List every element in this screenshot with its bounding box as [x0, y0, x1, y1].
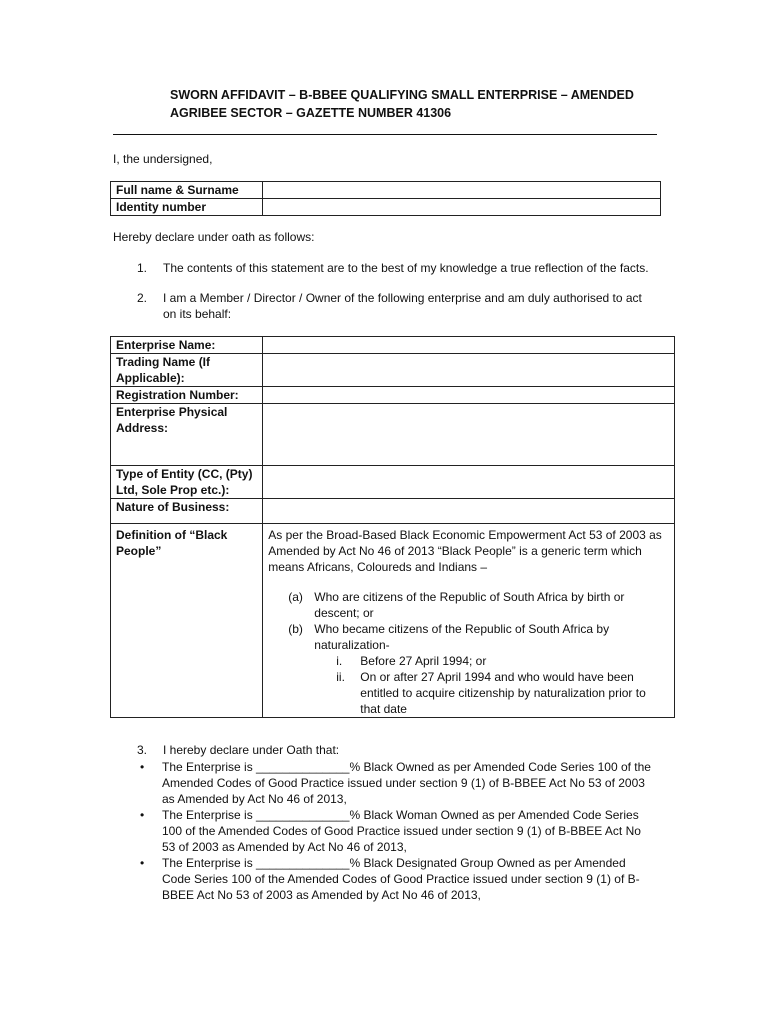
list-item — [140, 855, 655, 903]
definition-sub-list — [268, 589, 669, 653]
item-number: 3. — [137, 743, 148, 757]
physical-address-label: Enterprise Physical Address: — [111, 404, 263, 466]
definition-roman-list — [268, 653, 669, 717]
list-text: On or after 27 April 1994 and who would have been entitled to acquire citizenship by naturalization prior to that date — [360, 670, 646, 716]
table-row — [111, 466, 675, 499]
item-number: 2. — [137, 291, 148, 305]
table-row — [111, 404, 675, 466]
list-marker: (a) — [288, 590, 303, 604]
table-row — [111, 499, 675, 524]
list-marker: ii. — [336, 670, 345, 684]
bullet-icon: • — [140, 760, 145, 774]
list-text: Who became citizens of the Republic of South Africa by naturalization- — [314, 622, 610, 652]
enterprise-table — [110, 336, 675, 718]
list-item — [268, 669, 669, 717]
list-item — [268, 653, 669, 669]
list-item — [288, 621, 669, 653]
table-row — [111, 182, 661, 199]
item-text: I hereby declare under Oath that: — [163, 743, 340, 757]
table-row — [111, 199, 661, 216]
table-row — [111, 524, 675, 718]
list-item — [140, 807, 655, 855]
item-text: I am a Member / Director / Owner of the following enterprise and am duly authorised to act on its behalf: — [163, 291, 642, 321]
declare-text: Hereby declare under oath as follows: — [113, 230, 315, 244]
enterprise-name-label: Enterprise Name: — [111, 337, 263, 354]
list-marker: i. — [336, 654, 343, 668]
ownership-bullet-list — [140, 759, 655, 903]
bullet-text: The Enterprise is ______________% Black Woman Owned as per Amended Code Series 100 of the Amended Codes of Good Practice issued under section 9 (1) of B-BBEE Act No 53 of 2003 as Amended by Act No 46 of 2013, — [162, 808, 641, 854]
nature-of-business-label: Nature of Business: — [111, 499, 263, 524]
trading-name-label: Trading Name (If Applicable): — [111, 354, 263, 387]
bullet-text: The Enterprise is ______________% Black Designated Group Owned as per Amended Code Series 100 of the Amended Codes of Good Practice issued under section 9 (1) of B-BBEE Act No 53 of 2003 as Amended by Act No 46 of 2013, — [162, 856, 640, 902]
nature-of-business-field[interactable] — [263, 499, 675, 524]
intro-text: I, the undersigned, — [113, 152, 213, 166]
list-text: Who are citizens of the Republic of South Africa by birth or descent; or — [314, 590, 625, 620]
table-row — [111, 354, 675, 387]
list-marker: (b) — [288, 622, 303, 636]
definition-text: As per the Broad-Based Black Economic Empowerment Act 53 of 2003 as Amended by Act No 46 of 2013 “Black People” is a generic term which means Africans, Coloureds and Indians – — [268, 528, 662, 574]
trading-name-field[interactable] — [263, 354, 675, 387]
black-people-definition-label: Definition of “Black People” — [111, 524, 263, 718]
item-number: 1. — [137, 261, 148, 275]
list-text: Before 27 April 1994; or — [360, 654, 487, 668]
bullet-icon: • — [140, 856, 145, 870]
physical-address-field[interactable] — [263, 404, 675, 466]
list-item — [288, 589, 669, 621]
list-item — [140, 759, 655, 807]
identity-number-label: Identity number — [111, 199, 263, 216]
black-people-definition-cell — [263, 524, 675, 718]
registration-number-field[interactable] — [263, 387, 675, 404]
table-row — [111, 387, 675, 404]
registration-number-label: Registration Number: — [111, 387, 263, 404]
bullet-icon: • — [140, 808, 145, 822]
document-title: SWORN AFFIDAVIT – B-BBEE QUALIFYING SMALL ENTERPRISE – AMENDED AGRIBEE SECTOR – GAZETTE NUMBER 41306 — [170, 88, 634, 120]
item-text: The contents of this statement are to the best of my knowledge a true reflection of the facts. — [163, 261, 649, 275]
full-name-label: Full name & Surname — [111, 182, 263, 199]
identity-table — [110, 181, 661, 216]
identity-number-field[interactable] — [263, 199, 661, 216]
full-name-field[interactable] — [263, 182, 661, 199]
enterprise-name-field[interactable] — [263, 337, 675, 354]
bullet-text: The Enterprise is ______________% Black Owned as per Amended Code Series 100 of the Amended Codes of Good Practice issued under section 9 (1) of B-BBEE Act No 53 of 2003 as Amended by Act No 46 of 2013, — [162, 760, 651, 806]
entity-type-label: Type of Entity (CC, (Pty) Ltd, Sole Prop etc.): — [111, 466, 263, 499]
table-row — [111, 337, 675, 354]
title-divider — [113, 134, 657, 135]
entity-type-field[interactable] — [263, 466, 675, 499]
